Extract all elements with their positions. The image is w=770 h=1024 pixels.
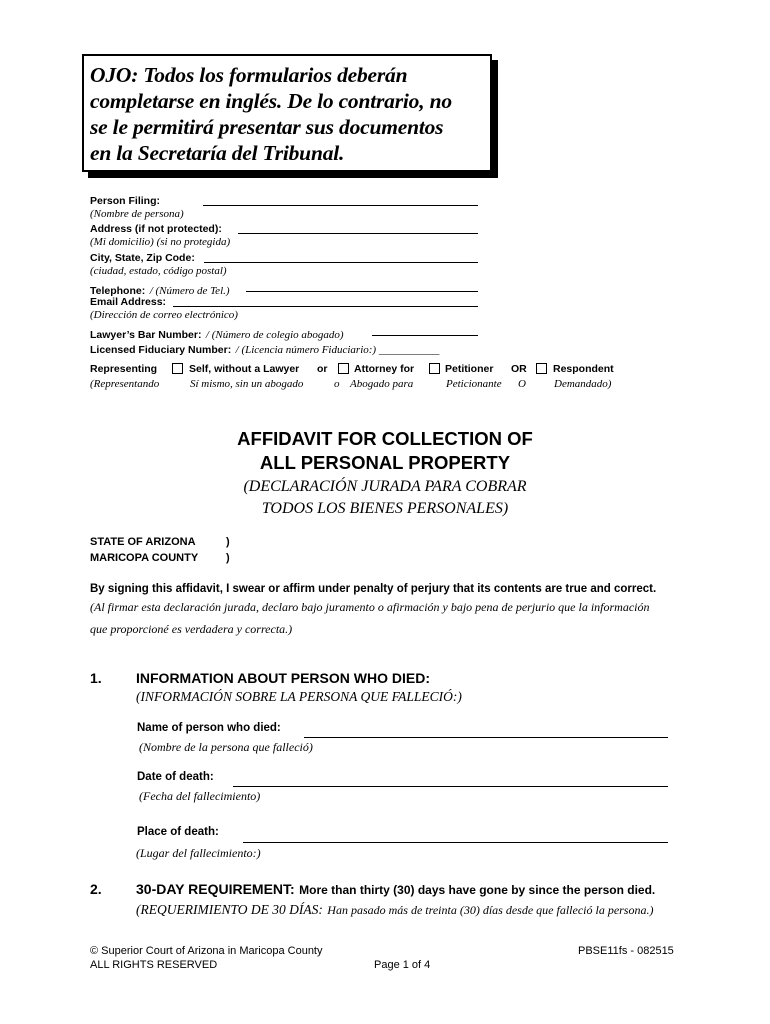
warning-text bbox=[90, 62, 484, 166]
warning-line-4: en la Secretaría del Tribunal. bbox=[90, 141, 345, 165]
deceased-name-field[interactable] bbox=[304, 737, 668, 738]
section-1-title-es: (INFORMACIÓN SOBRE LA PERSONA QUE FALLECIÓ:) bbox=[136, 689, 462, 704]
petitioner-checkbox[interactable] bbox=[429, 363, 440, 374]
telephone-es: / (Número de Tel.) bbox=[149, 285, 230, 297]
date-of-death-es: (Fecha del fallecimiento) bbox=[139, 789, 261, 803]
attorney-label: Attorney for bbox=[354, 363, 415, 375]
venue-state: STATE OF ARIZONA bbox=[90, 536, 196, 548]
petitioner-label-es: Peticionante bbox=[446, 378, 502, 390]
oath-text-es-1: (Al firmar esta declaración jurada, declaro bajo juramento o afirmación y bajo pena de perjurio que la información bbox=[90, 600, 650, 614]
attorney-checkbox[interactable] bbox=[338, 363, 349, 374]
city-label: City, State, Zip Code: bbox=[90, 252, 195, 264]
address-es: (Mi domicilio) (si no protegida) bbox=[90, 236, 231, 248]
section-2-number: 2. bbox=[90, 881, 102, 897]
document-title-line-2: ALL PERSONAL PROPERTY bbox=[259, 452, 511, 473]
bar-number-field[interactable] bbox=[372, 335, 478, 336]
telephone-field[interactable] bbox=[246, 291, 478, 292]
footer-rights: ALL RIGHTS RESERVED bbox=[90, 959, 218, 971]
section-2-title: 30-DAY REQUIREMENT: bbox=[136, 881, 295, 897]
deceased-name-es: (Nombre de la persona que falleció) bbox=[139, 740, 313, 754]
self-label-es: Sí mismo, sin un abogado bbox=[190, 378, 304, 390]
oath-text: By signing this affidavit, I swear or affirm under penalty of perjury that its contents are true and correct. bbox=[90, 583, 657, 595]
section-1-title: INFORMATION ABOUT PERSON WHO DIED: bbox=[136, 670, 430, 686]
city-field[interactable] bbox=[204, 262, 478, 263]
attorney-label-es: Abogado para bbox=[350, 378, 414, 390]
section-2-text-es: Han pasado más de treinta (30) días desde que falleció la persona.) bbox=[327, 903, 654, 917]
bar-number-label: Lawyer’s Bar Number: bbox=[90, 329, 202, 341]
deceased-name-label: Name of person who died: bbox=[137, 722, 281, 734]
or-label-1: or bbox=[317, 363, 328, 375]
representing-label-es: (Representando bbox=[90, 378, 160, 390]
warning-line-2: completarse en inglés. De lo contrario, no bbox=[90, 89, 452, 113]
venue-county: MARICOPA COUNTY bbox=[90, 552, 199, 564]
section-1-number: 1. bbox=[90, 670, 102, 686]
section-2-title-es: (REQUERIMIENTO DE 30 DÍAS: bbox=[136, 902, 323, 917]
email-field[interactable] bbox=[173, 306, 478, 307]
address-label: Address (if not protected): bbox=[90, 223, 222, 235]
person-filing-label: Person Filing: bbox=[90, 195, 161, 207]
document-title-line-1: AFFIDAVIT FOR COLLECTION OF bbox=[237, 428, 533, 449]
bar-number-es: / (Número de colegio abogado) bbox=[205, 329, 344, 341]
self-label: Self, without a Lawyer bbox=[189, 363, 300, 375]
section-2-line-es bbox=[136, 901, 653, 919]
section-2-text: More than thirty (30) days have gone by since the person died. bbox=[299, 883, 656, 897]
person-filing-es: (Nombre de persona) bbox=[90, 208, 184, 220]
warning-line-1: OJO: Todos los formularios deberán bbox=[90, 63, 408, 87]
representing-label: Representing bbox=[90, 363, 158, 375]
footer-page-number: Page 1 of 4 bbox=[374, 959, 431, 971]
respondent-label: Respondent bbox=[553, 363, 614, 375]
or-label-2-es: O bbox=[518, 378, 526, 390]
footer-form-id: PBSE11fs - 082515 bbox=[578, 945, 674, 957]
date-of-death-label: Date of death: bbox=[137, 771, 214, 783]
respondent-checkbox[interactable] bbox=[536, 363, 547, 374]
footer-copyright: © Superior Court of Arizona in Maricopa County bbox=[90, 945, 323, 957]
place-of-death-es: (Lugar del fallecimiento:) bbox=[136, 846, 261, 860]
place-of-death-label: Place of death: bbox=[137, 826, 219, 838]
person-filing-field[interactable] bbox=[203, 205, 478, 206]
telephone-label: Telephone: bbox=[90, 285, 146, 297]
email-label: Email Address: bbox=[90, 296, 167, 308]
place-of-death-field[interactable] bbox=[243, 842, 668, 843]
fiduciary-es: / (Licencia número Fiduciario:) ___________ bbox=[235, 344, 440, 356]
document-title-es-line-2: TODOS LOS BIENES PERSONALES) bbox=[261, 500, 509, 517]
city-es: (ciudad, estado, código postal) bbox=[90, 265, 227, 277]
oath-text-es-2: que proporcioné es verdadera y correcta.) bbox=[90, 622, 293, 636]
representing-row bbox=[90, 363, 730, 395]
section-2-line bbox=[136, 881, 655, 899]
warning-box bbox=[82, 54, 492, 172]
address-field[interactable] bbox=[238, 233, 478, 234]
document-title-es-line-1: (DECLARACIÓN JURADA PARA COBRAR bbox=[243, 478, 527, 495]
warning-line-3: se le permitirá presentar sus documentos bbox=[90, 115, 444, 139]
respondent-label-es: Demandado) bbox=[554, 378, 612, 390]
date-of-death-field[interactable] bbox=[233, 786, 668, 787]
petitioner-label: Petitioner bbox=[445, 363, 494, 375]
or-label-1-es: o bbox=[334, 378, 340, 390]
venue-paren-2: ) bbox=[226, 552, 230, 564]
email-es: (Dirección de correo electrónico) bbox=[90, 309, 238, 321]
venue-paren-1: ) bbox=[226, 536, 230, 548]
self-checkbox[interactable] bbox=[172, 363, 183, 374]
or-label-2: OR bbox=[511, 363, 527, 375]
fiduciary-label: Licensed Fiduciary Number: bbox=[90, 344, 232, 356]
